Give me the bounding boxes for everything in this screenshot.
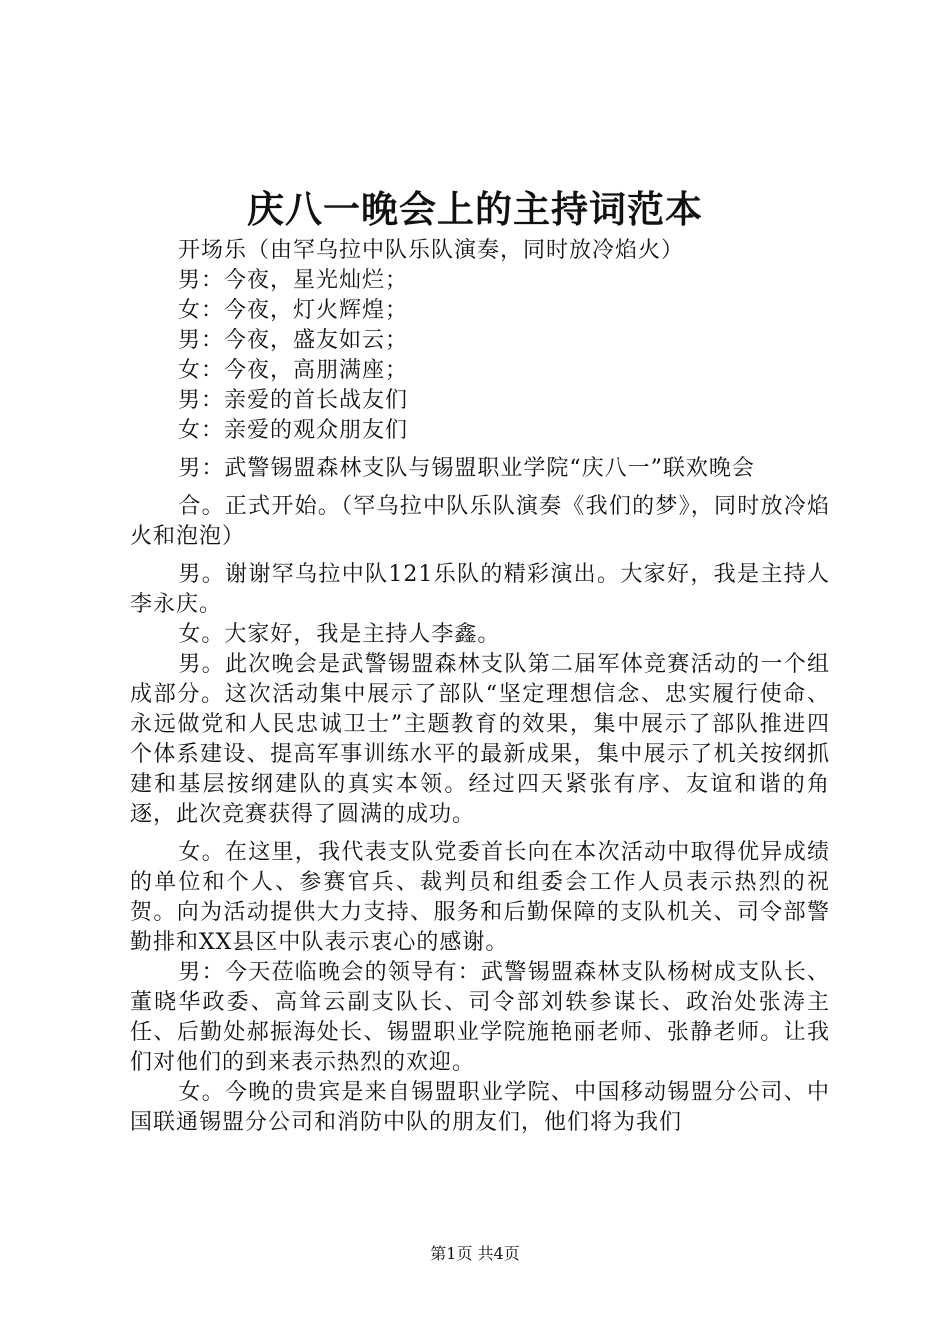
text-line: 男：亲爱的首长战友们 xyxy=(178,388,409,413)
text-line: 女：亲爱的观众朋友们 xyxy=(178,418,409,443)
text-line: 开场乐（由罕乌拉中队乐队演奏，同时放冷焰火） xyxy=(178,238,685,263)
text-line: 女：今夜，高朋满座； xyxy=(178,358,409,383)
text-line: 男：今夜，盛友如云； xyxy=(178,328,409,353)
paragraph: 男：今天莅临晚会的领导有：武警锡盟森林支队杨树成支队长、董晓华政委、高耸云副支队长、司令部刘轶参谋长、政治处张涛主任、后勤处郝振海处长、锡盟职业学院施艳丽老师、张静老师。让我们对他们的到来表示热烈的欢迎。 xyxy=(130,960,830,1075)
paragraph: 男。此次晚会是武警锡盟森林支队第二届军体竞赛活动的一个组成部分。这次活动集中展示了部队“坚定理想信念、忠实履行使命、永远做党和人民忠诚卫士”主题教育的效果，集中展示了部队推进四个体系建设、提高军事训练水平的最新成果，集中展示了机关按纲抓建和基层按纲建队的真实本领。经过四天紧张有序、友谊和谐的角逐，此次竞赛获得了圆满的成功。 xyxy=(130,652,830,827)
paragraph: 女。大家好，我是主持人李鑫。 xyxy=(178,622,501,647)
paragraph: 男。谢谢罕乌拉中队121乐队的精彩演出。大家好，我是主持人李永庆。 xyxy=(130,562,830,617)
paragraph: 男：武警锡盟森林支队与锡盟职业学院“庆八一”联欢晚会 xyxy=(178,456,755,481)
document-body xyxy=(130,236,830,1138)
text-line: 女：今夜，灯火辉煌； xyxy=(178,298,409,323)
paragraph: 合。正式开始。（罕乌拉中队乐队演奏《我们的梦》，同时放冷焰火和泡泡） xyxy=(130,494,830,549)
page-footer: 第1页 共4页 xyxy=(430,1244,520,1263)
document-title: 庆八一晚会上的主持词范本 xyxy=(247,187,703,231)
text-line: 男：今夜，星光灿烂； xyxy=(178,268,409,293)
paragraph: 女。今晚的贵宾是来自锡盟职业学院、中国移动锡盟分公司、中国联通锡盟分公司和消防中队的朋友们，他们将为我们 xyxy=(130,1080,830,1135)
paragraph: 女。在这里，我代表支队党委首长向在本次活动中取得优异成绩的单位和个人、参赛官兵、裁判员和组委会工作人员表示热烈的祝贺。向为活动提供大力支持、服务和后勤保障的支队机关、司令部警勤排和XX县区中队表示衷心的感谢。 xyxy=(130,840,830,955)
